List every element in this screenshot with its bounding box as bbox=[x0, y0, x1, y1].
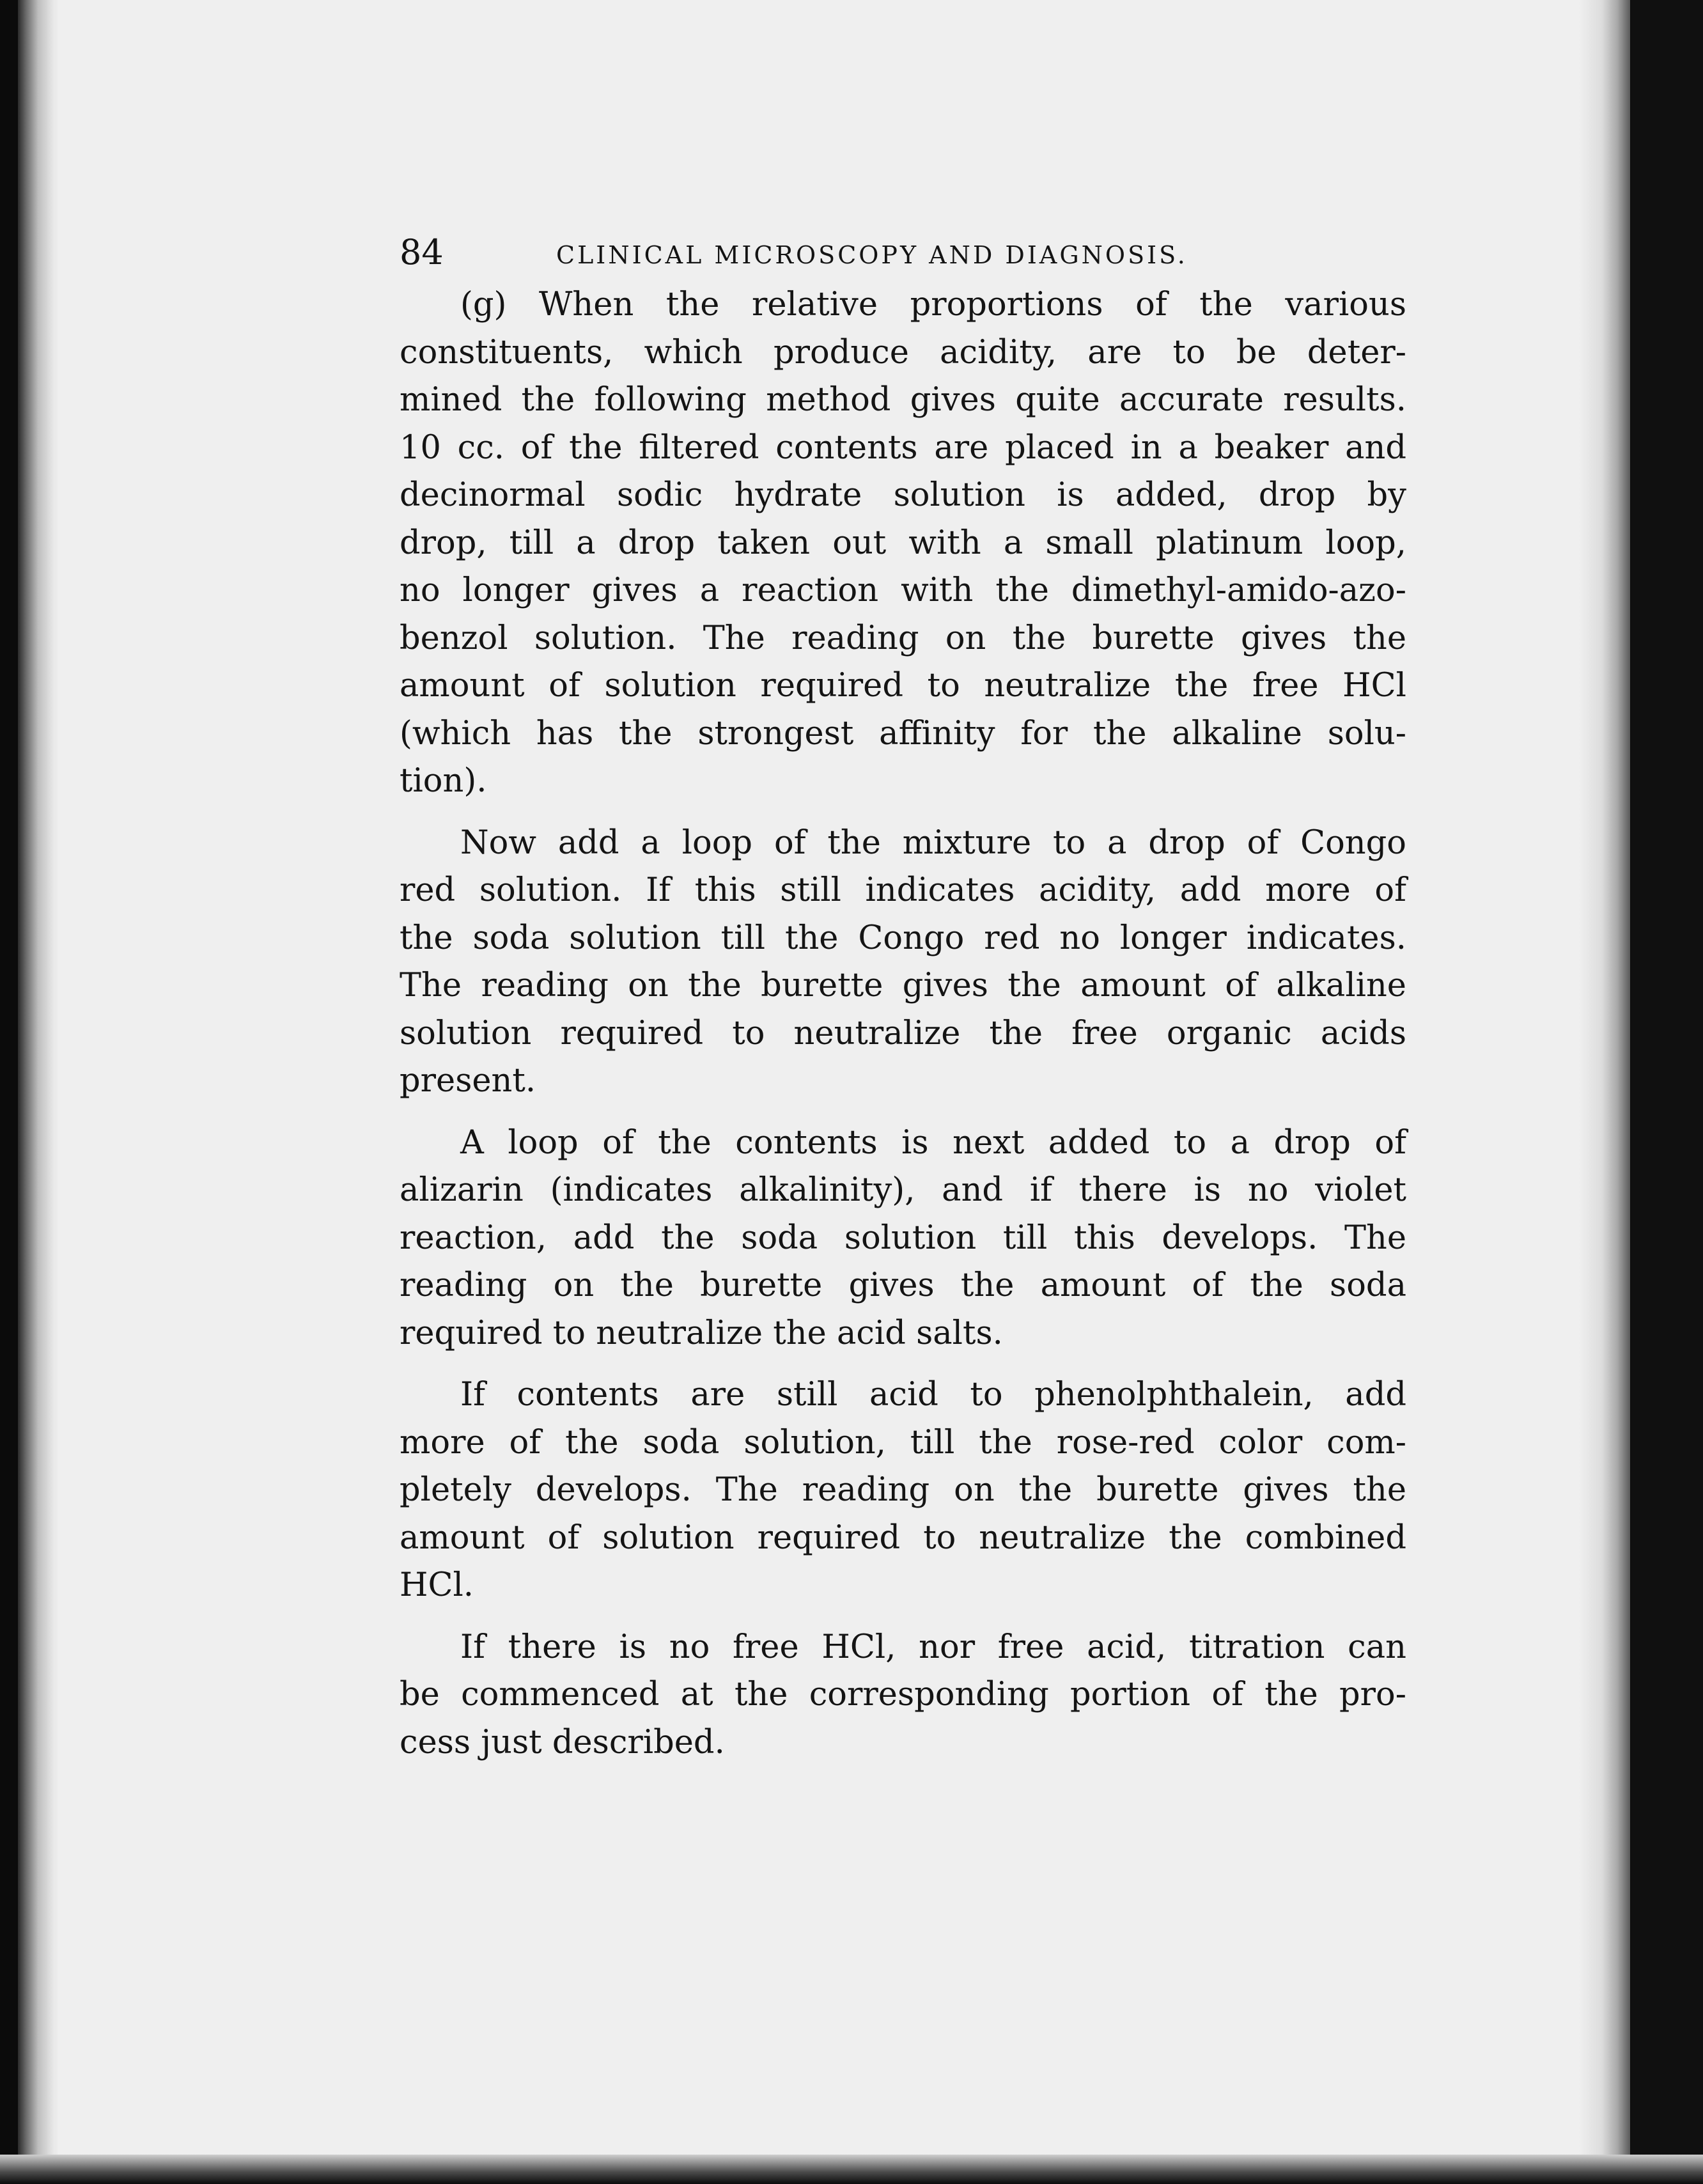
page-number: 84 bbox=[400, 232, 444, 272]
paragraph-line: benzol solution. The reading on the burette gives the bbox=[400, 619, 1406, 657]
paragraph-line: The reading on the burette gives the amount of alkaline bbox=[400, 967, 1406, 1004]
paragraph-line: more of the soda solution, till the rose-red color com- bbox=[400, 1423, 1406, 1462]
paragraph-line: A loop of the contents is next added to a drop of bbox=[460, 1123, 1406, 1162]
page-right-binding bbox=[1630, 0, 1703, 2184]
paragraph-line: red solution. If this still indicates acidity, add more of bbox=[400, 871, 1406, 909]
paragraph-2 bbox=[400, 820, 1406, 1105]
running-head bbox=[400, 230, 1406, 275]
paragraph-line: solution required to neutralize the free organic acids bbox=[400, 1014, 1406, 1052]
paragraph-line: If contents are still acid to phenolphthalein, add bbox=[460, 1376, 1406, 1414]
page-right-edge bbox=[1579, 0, 1630, 2184]
paragraph-line: drop, till a drop taken out with a small platinum loop, bbox=[400, 524, 1406, 562]
paragraph-line: HCl. bbox=[400, 1566, 474, 1604]
paragraph-line: be commenced at the corresponding portion of the pro- bbox=[400, 1676, 1406, 1713]
paragraph-1 bbox=[400, 281, 1406, 806]
paragraph-line: mined the following method gives quite accurate results. bbox=[400, 381, 1406, 419]
paragraph-line: If there is no free HCl, nor free acid, titration can bbox=[460, 1628, 1406, 1666]
paragraph-line: alizarin (indicates alkalinity), and if there is no violet bbox=[400, 1171, 1406, 1209]
paragraph-line: no longer gives a reaction with the dimethyl-amido-azo- bbox=[400, 572, 1406, 609]
paragraph-line: 10 cc. of the filtered contents are placed in a beaker and bbox=[400, 428, 1406, 467]
paragraph-line: cess just described. bbox=[400, 1723, 725, 1761]
paragraph-line: amount of solution required to neutralize the combined bbox=[400, 1518, 1406, 1557]
paragraph-4 bbox=[400, 1371, 1406, 1610]
paragraph-line: pletely develops. The reading on the burette gives the bbox=[400, 1471, 1406, 1509]
paragraph-line: amount of solution required to neutralize the free HCl bbox=[400, 667, 1406, 705]
paragraph-line: reaction, add the soda solution till this develops. The bbox=[400, 1219, 1406, 1257]
running-head-title: CLINICAL MICROSCOPY AND DIAGNOSIS. bbox=[556, 241, 1188, 269]
paragraph-line: required to neutralize the acid salts. bbox=[400, 1314, 1003, 1352]
page-left-edge bbox=[18, 0, 63, 2184]
paragraph-line: (g) When the relative proportions of the various bbox=[460, 286, 1406, 324]
page-bottom-edge bbox=[0, 2155, 1703, 2184]
paragraph-line: reading on the burette gives the amount of the soda bbox=[400, 1267, 1406, 1304]
paragraph-3 bbox=[400, 1119, 1406, 1358]
paragraph-line: the soda solution till the Congo red no longer indicates. bbox=[400, 919, 1406, 957]
paragraph-line: tion). bbox=[400, 762, 487, 800]
paragraph-line: decinormal sodic hydrate solution is added, drop by bbox=[400, 476, 1406, 514]
text-block bbox=[400, 230, 1406, 1767]
paragraph-line: (which has the strongest affinity for the alkaline solu- bbox=[400, 714, 1406, 753]
paragraph-5 bbox=[400, 1624, 1406, 1767]
paragraph-line: Now add a loop of the mixture to a drop of Congo bbox=[460, 823, 1406, 862]
paragraph-line: constituents, which produce acidity, are to be deter- bbox=[400, 333, 1406, 371]
paragraph-line: present. bbox=[400, 1062, 536, 1100]
